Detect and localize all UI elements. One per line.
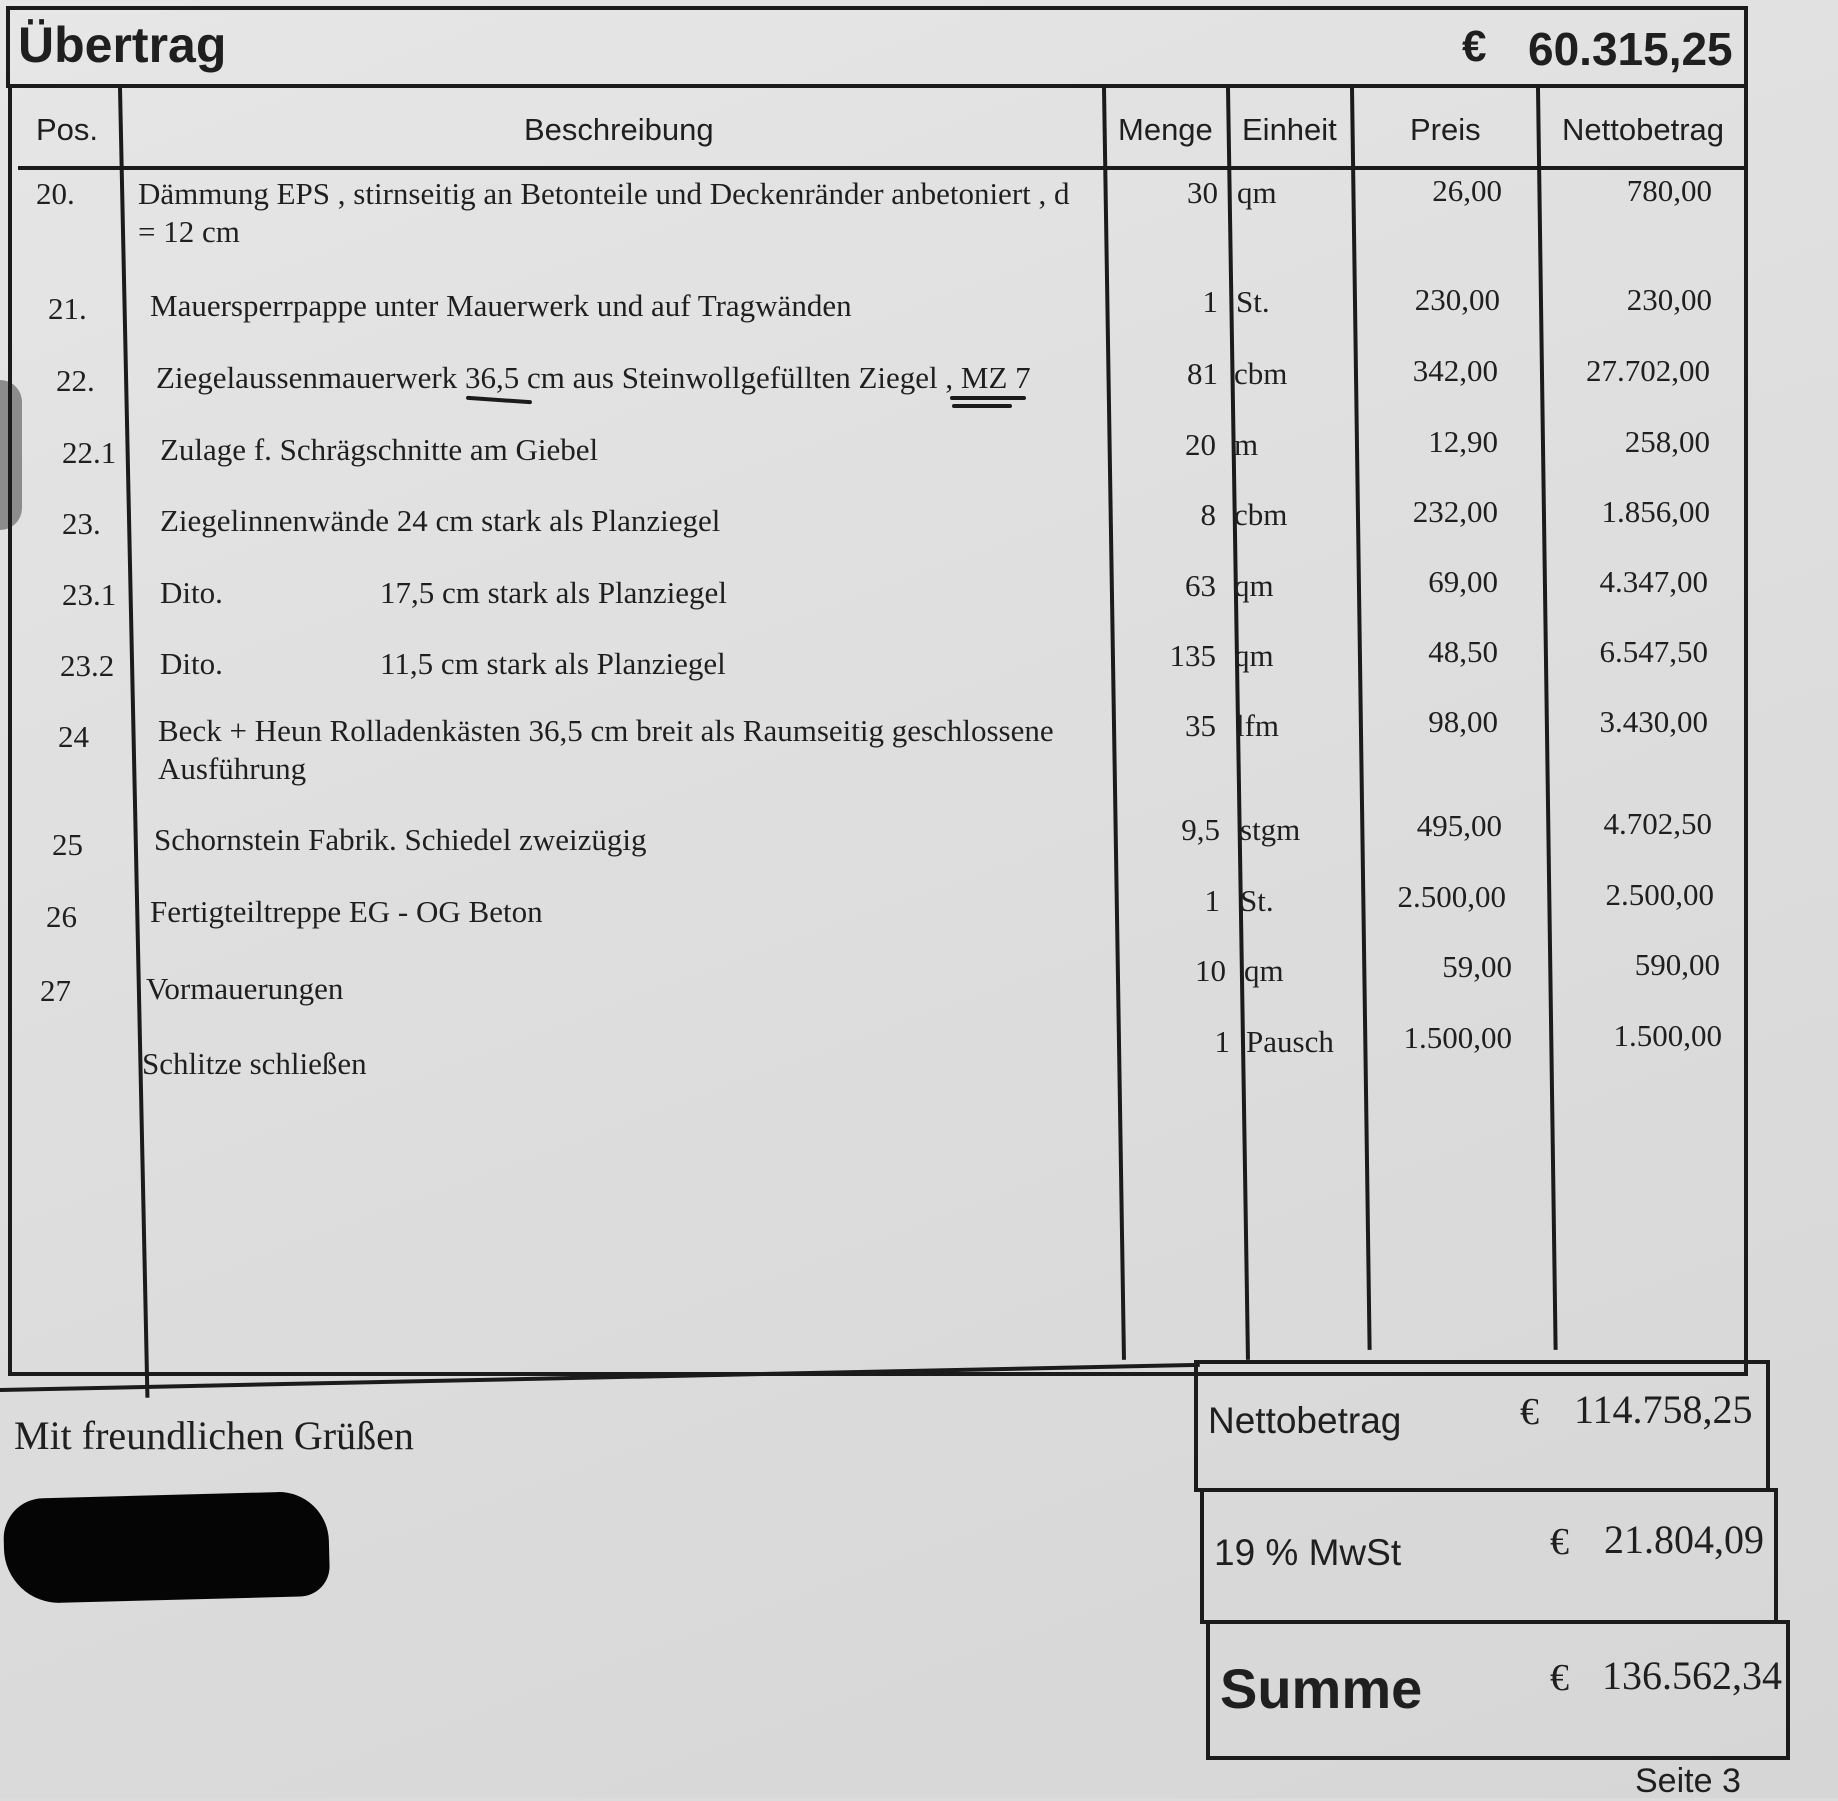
row-pos: 22.1 <box>62 435 117 470</box>
row-description: Schlitze schließen <box>142 1046 367 1081</box>
row-pos: 21. <box>48 291 87 326</box>
row-price: 12,90 <box>1428 424 1498 459</box>
row-price: 1.500,00 <box>1403 1020 1512 1055</box>
totals-vat-amount: 21.804,09 <box>1604 1517 1764 1562</box>
row-quantity: 8 <box>1200 497 1216 532</box>
row-net: 27.702,00 <box>1586 353 1710 388</box>
row-description: Fertigteiltreppe EG - OG Beton <box>150 894 543 929</box>
row-price: 26,00 <box>1432 173 1502 208</box>
totals-net-label: Nettobetrag <box>1208 1400 1402 1441</box>
totals-vat-label: 19 % MwSt <box>1214 1532 1402 1573</box>
row-quantity: 81 <box>1187 356 1218 391</box>
row-net: 230,00 <box>1626 282 1712 317</box>
row-unit: qm <box>1234 638 1274 673</box>
row-net: 2.500,00 <box>1605 877 1714 912</box>
row-unit: cbm <box>1234 356 1288 391</box>
row-net: 1.500,00 <box>1613 1018 1722 1053</box>
row-description: Dämmung EPS , stirnseitig an Betonteile und Deckenränder anbetoniert , d = 12 cm <box>138 176 1070 249</box>
row-unit: qm <box>1244 953 1284 988</box>
row-net: 780,00 <box>1626 173 1712 208</box>
row-pos: 23. <box>62 506 101 541</box>
row-price: 230,00 <box>1414 282 1500 317</box>
row-net: 590,00 <box>1634 947 1720 982</box>
row-net: 258,00 <box>1624 424 1710 459</box>
col-header-quantity: Menge <box>1118 112 1213 147</box>
redacted-signature <box>3 1491 331 1604</box>
row-pos: 20. <box>36 176 75 211</box>
row-quantity: 1 <box>1204 883 1220 918</box>
row-price: 98,00 <box>1428 704 1498 739</box>
row-description: Schornstein Fabrik. Schiedel zweizügig <box>154 822 647 857</box>
closing-greeting: Mit freundlichen Grüßen <box>14 1413 414 1458</box>
totals-sum-label: Summe <box>1220 1657 1423 1720</box>
carryover-amount: 60.315,25 <box>1528 23 1733 75</box>
row-pos: 25 <box>52 827 83 862</box>
row-unit: St. <box>1240 883 1274 918</box>
row-description: Dito. <box>160 575 223 610</box>
col-header-pos: Pos. <box>36 112 99 147</box>
handwritten-underline <box>952 404 1012 408</box>
row-net: 6.547,50 <box>1599 634 1708 669</box>
totals-net-currency: € <box>1520 1391 1539 1433</box>
row-unit: Pausch <box>1246 1024 1334 1059</box>
row-pos: 24 <box>58 719 89 754</box>
carryover-currency: € <box>1462 22 1487 71</box>
row-net: 4.347,00 <box>1599 564 1708 599</box>
row-price: 342,00 <box>1412 353 1498 388</box>
row-net: 3.430,00 <box>1599 704 1708 739</box>
row-quantity: 35 <box>1185 708 1216 743</box>
totals-sum-currency: € <box>1550 1657 1569 1699</box>
row-unit: cbm <box>1234 497 1288 532</box>
row-price: 59,00 <box>1442 949 1512 984</box>
row-price: 2.500,00 <box>1397 879 1506 914</box>
row-unit: stgm <box>1240 812 1301 847</box>
row-pos: 27 <box>40 973 71 1008</box>
row-price: 69,00 <box>1428 564 1498 599</box>
row-unit: St. <box>1236 284 1270 319</box>
row-description: Vormauerungen <box>146 971 344 1006</box>
row-quantity: 9,5 <box>1181 812 1220 847</box>
row-quantity: 10 <box>1195 953 1226 988</box>
row-net: 1.856,00 <box>1601 494 1710 529</box>
col-header-description: Beschreibung <box>524 112 714 147</box>
row-unit: qm <box>1234 568 1274 603</box>
row-pos: 26 <box>46 899 77 934</box>
row-description: Ziegelinnenwände 24 cm stark als Planziegel <box>160 503 721 538</box>
row-description: Ziegelaussenmauerwerk 36,5 cm aus Steinwollgefüllten Ziegel , MZ 7 <box>156 360 1031 395</box>
row-price: 495,00 <box>1416 808 1502 843</box>
row-quantity: 135 <box>1169 638 1216 673</box>
totals-net-amount: 114.758,25 <box>1574 1387 1753 1432</box>
row-description: Zulage f. Schrägschnitte am Giebel <box>160 432 599 467</box>
row-description: Beck + Heun Rolladenkästen 36,5 cm breit als Raumseitig geschlossene Ausführung <box>158 713 1054 786</box>
col-header-price: Preis <box>1410 112 1481 147</box>
totals-vat-currency: € <box>1550 1521 1569 1563</box>
header-rule <box>18 166 1746 170</box>
row-unit: m <box>1234 427 1259 462</box>
carryover-label: Übertrag <box>18 17 227 73</box>
page-number: Seite 3 <box>1635 1762 1741 1800</box>
row-quantity: 1 <box>1214 1024 1230 1059</box>
row-quantity: 30 <box>1187 175 1218 210</box>
handwritten-underline <box>950 396 1026 400</box>
totals-sum-amount: 136.562,34 <box>1602 1653 1782 1698</box>
row-quantity: 20 <box>1185 427 1216 462</box>
row-unit: lfm <box>1236 708 1280 743</box>
col-header-net: Nettobetrag <box>1562 112 1724 147</box>
row-description-detail: 17,5 cm stark als Planziegel <box>380 575 727 610</box>
row-pos: 23.2 <box>60 648 115 683</box>
row-price: 232,00 <box>1412 494 1498 529</box>
row-description: Dito. <box>160 646 223 681</box>
row-quantity: 1 <box>1202 284 1218 319</box>
row-unit: qm <box>1237 175 1277 210</box>
row-pos: 22. <box>56 363 95 398</box>
row-price: 48,50 <box>1428 634 1498 669</box>
col-header-unit: Einheit <box>1242 112 1337 147</box>
row-description-detail: 11,5 cm stark als Planziegel <box>380 646 726 681</box>
carryover-box <box>6 6 1748 88</box>
row-quantity: 63 <box>1185 568 1216 603</box>
row-pos: 23.1 <box>62 577 117 612</box>
row-description: Mauersperrpappe unter Mauerwerk und auf Tragwänden <box>150 288 852 323</box>
row-net: 4.702,50 <box>1603 806 1712 841</box>
